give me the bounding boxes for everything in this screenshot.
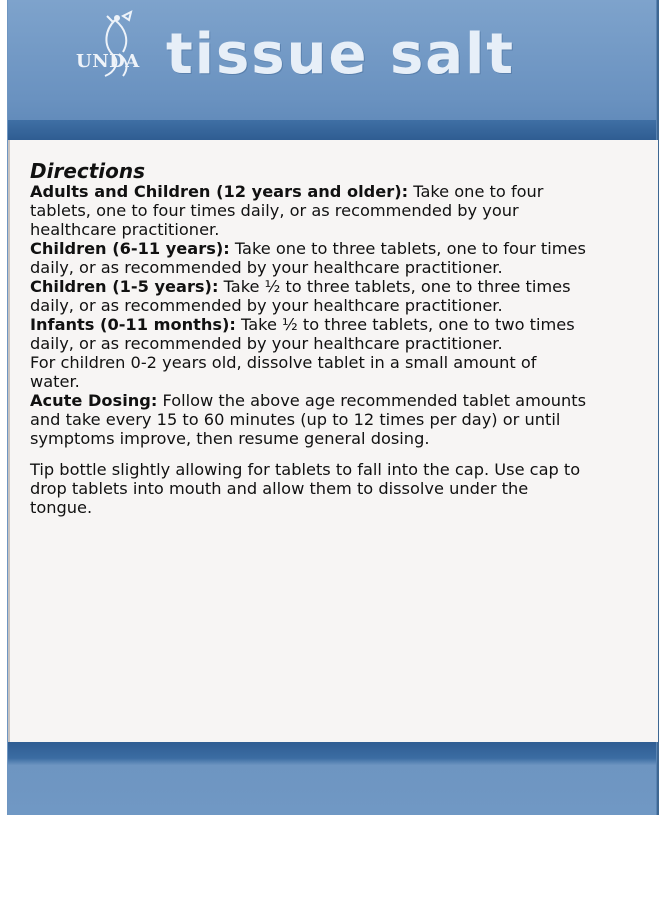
header-stripe bbox=[8, 120, 656, 140]
children-1-5-text: Take ½ to three tablets, one to three times daily, or as recommended by your healthcare practitioner. bbox=[30, 277, 571, 315]
children-6-11-text: Take one to three tablets, one to four times daily, or as recommended by your healthcare practitioner. bbox=[30, 239, 586, 277]
children-6-11-heading: Children (6-11 years): bbox=[30, 239, 230, 258]
acute-text: Follow the above age recommended tablet amounts and take every 15 to 60 minutes (up to 12 times per day) or until symptoms improve, then resume general dosing. bbox=[30, 391, 587, 448]
tip-paragraph: Tip bottle slightly allowing for tablets to fall into the cap. Use cap to drop tablets into mouth and allow them to dissolve under the tongue. bbox=[30, 460, 581, 517]
adults-paragraph bbox=[30, 182, 590, 239]
infants-text: Take ½ to three tablets, one to two times daily, or as recommended by your healthcare practitioner. bbox=[30, 315, 575, 353]
product-name: tissue salt bbox=[166, 22, 516, 87]
children-6-11-paragraph bbox=[30, 239, 590, 277]
directions-title: Directions bbox=[30, 159, 146, 183]
infants-paragraph bbox=[30, 315, 590, 353]
infants-heading: Infants (0-11 months): bbox=[30, 315, 236, 334]
package-footer bbox=[8, 742, 656, 815]
directions-text bbox=[30, 160, 590, 517]
dissolve-note: For children 0-2 years old, dissolve tablet in a small amount of water. bbox=[30, 353, 537, 391]
acute-heading: Acute Dosing: bbox=[30, 391, 158, 410]
unda-logo-icon bbox=[75, 10, 160, 90]
adults-text: Take one to four tablets, one to four times daily, or as recommended by your healthcare practitioner. bbox=[30, 182, 544, 239]
children-1-5-paragraph bbox=[30, 277, 590, 315]
adults-heading: Adults and Children (12 years and older): bbox=[30, 182, 409, 201]
acute-paragraph bbox=[30, 391, 590, 448]
children-1-5-heading: Children (1-5 years): bbox=[30, 277, 219, 296]
logo-text: UNDA bbox=[76, 51, 140, 72]
